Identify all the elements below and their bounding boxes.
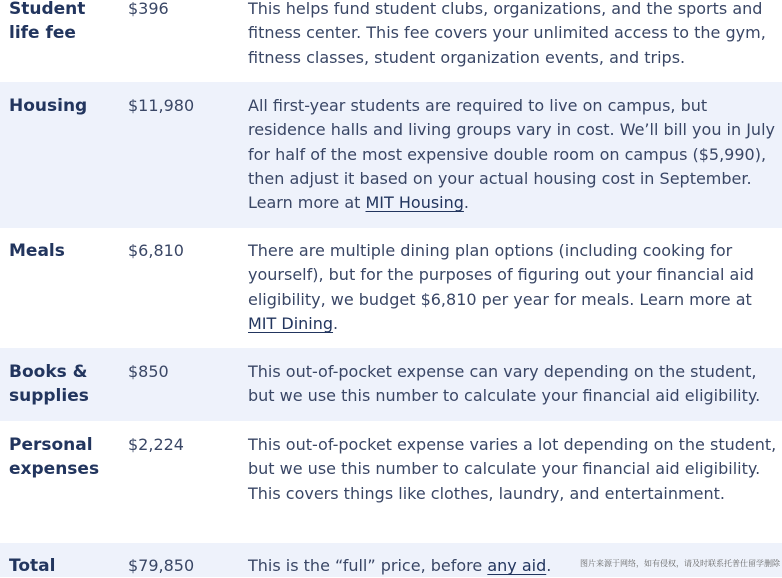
category-line: Meals (9, 241, 65, 261)
amount-value: $2,224 (128, 435, 184, 454)
cost-row-meals (0, 228, 782, 348)
description-text (248, 239, 780, 336)
description-body: All first-year students are required to live on campus, but residence halls and living groups vary in cost. We’ll bill you in July for half of the most expensive double room on campus ($5,990), then adjust it based on your actual housing cost in September. Learn more at (248, 96, 775, 213)
description-body: This is the “full” price, before (248, 556, 488, 575)
category-label (9, 360, 119, 408)
description-text (248, 0, 780, 70)
amount-value: $850 (128, 362, 169, 381)
mit-dining-link[interactable]: MIT Dining (248, 313, 334, 333)
cost-row-personal-expenses (0, 421, 782, 543)
category-line: Housing (9, 96, 88, 116)
any-aid-link[interactable]: any aid (487, 556, 547, 575)
description-body: This helps fund student clubs, organizations, and the sports and fitness center. This fee covers your unlimited access to the gym, fitness classes, student organization events, and trips. (248, 0, 766, 67)
mit-housing-link[interactable]: MIT Housing (365, 193, 464, 213)
category-label (9, 554, 119, 578)
amount-value: $11,980 (128, 96, 195, 115)
category-line: Student (9, 0, 86, 19)
category-line: Books & (9, 362, 88, 382)
category-line: Personal (9, 435, 93, 455)
category-line: Total (9, 556, 56, 576)
description-text (248, 94, 780, 215)
category-label (9, 94, 119, 118)
description-punct: . (546, 556, 552, 575)
category-label (9, 239, 119, 263)
cost-row-books-supplies (0, 348, 782, 421)
description-body: This out-of-pocket expense varies a lot depending on the student, but we use this number to calculate your financial aid eligibility. This covers things like clothes, laundry, and entertainment. (248, 435, 777, 503)
watermark-text: 图片来源于网络，如有侵权，请及时联系托普仕留学删除 (580, 559, 780, 568)
amount-value: $396 (128, 0, 169, 18)
description-text (248, 360, 780, 409)
category-line: supplies (9, 386, 89, 406)
category-line: life fee (9, 23, 76, 43)
category-line: expenses (9, 459, 100, 479)
description-body: This out-of-pocket expense can vary depending on the student, but we use this number to calculate your financial aid eligibility. (248, 362, 761, 406)
description-body: There are multiple dining plan options (including cooking for yourself), but for the purposes of figuring out your financial aid eligibility, we budget $6,810 per year for meals. Learn more at (248, 241, 754, 309)
cost-row-housing (0, 82, 782, 228)
category-label (9, 433, 119, 481)
amount-value: $79,850 (128, 556, 195, 575)
cost-row-student-life-fee (0, 0, 782, 82)
description-punct: . (463, 193, 470, 213)
description-punct: . (333, 313, 339, 333)
amount-value: $6,810 (128, 241, 184, 260)
category-label (9, 0, 119, 45)
description-text (248, 433, 780, 506)
